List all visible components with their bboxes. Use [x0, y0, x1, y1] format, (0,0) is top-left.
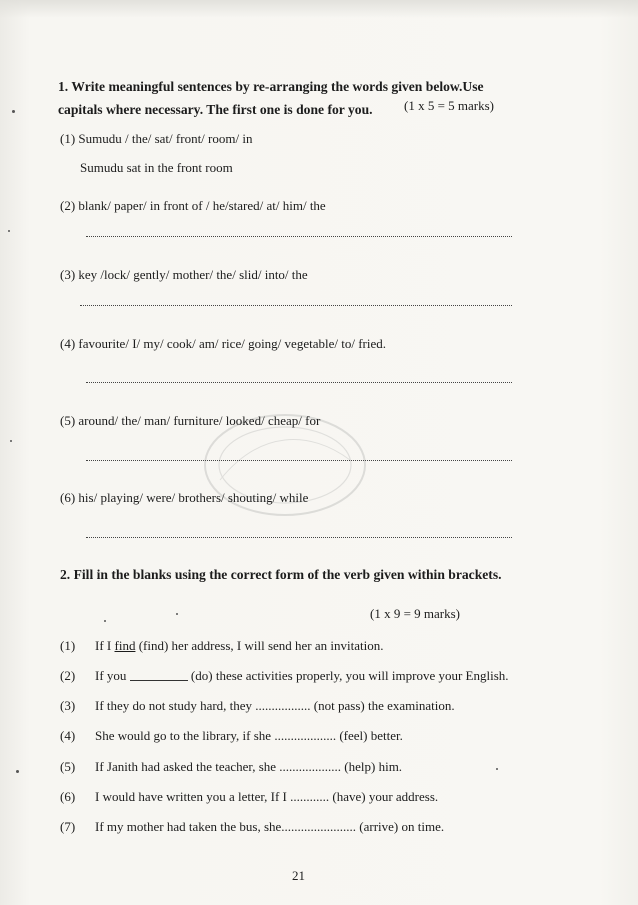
item-1-sentence [95, 638, 383, 654]
question-1-prompt: (1) Sumudu / the/ sat/ front/ room/ in [60, 131, 253, 146]
item-3-sentence: If they do not study hard, they ................. (not pass) the examination. [95, 698, 455, 713]
answer-line-6[interactable] [86, 537, 512, 538]
item-2-blank[interactable] [130, 668, 188, 681]
scan-speck [176, 613, 178, 615]
answer-line-4[interactable] [86, 382, 512, 383]
section-1-title: 1. Write meaningful sentences by re-arranging the words given below.Use capitals where necessary. The first one is done for you. [58, 79, 484, 117]
item-2-sentence [95, 668, 509, 684]
item-7-sentence: If my mother had taken the bus, she....................... (arrive) on time. [95, 819, 445, 834]
item-1-after: (find) her address, I will send her an invitation. [135, 638, 384, 653]
question-1-answer: Sumudu sat in the front room [80, 160, 233, 175]
item-1-before: If I [95, 638, 115, 653]
item-5-number: (5) [60, 759, 76, 774]
scan-top-edge [0, 0, 638, 18]
scan-speck [16, 770, 19, 773]
item-6-number: (6) [60, 789, 76, 804]
item-3-number: (3) [60, 698, 76, 713]
section-2-title: 2. Fill in the blanks using the correct form of the verb given within brackets. [60, 567, 502, 582]
question-2-prompt: (2) blank/ paper/ in front of / he/stared/ at/ him/ the [60, 198, 326, 213]
answer-line-5[interactable] [86, 460, 512, 461]
item-1-answer: find [114, 638, 136, 653]
item-2-number: (2) [60, 668, 76, 683]
section-2-marks: (1 x 9 = 9 marks) [370, 606, 461, 621]
answer-line-2[interactable] [86, 236, 512, 237]
question-6-prompt: (6) his/ playing/ were/ brothers/ shouting/ while [60, 490, 309, 505]
scan-speck [12, 110, 15, 113]
scan-speck [496, 768, 498, 770]
item-1-number: (1) [60, 638, 76, 653]
scan-speck [104, 620, 106, 622]
item-7-number: (7) [60, 819, 76, 834]
item-2-before: If you [95, 668, 130, 683]
item-2-after: (do) these activities properly, you will improve your English. [187, 668, 509, 683]
item-4-number: (4) [60, 728, 76, 743]
item-4-sentence: She would go to the library, if she ................... (feel) better. [95, 728, 403, 743]
question-5-prompt: (5) around/ the/ man/ furniture/ looked/ cheap/ for [60, 413, 321, 428]
item-5-sentence: If Janith had asked the teacher, she ................... (help) him. [95, 759, 403, 774]
answer-line-3[interactable] [80, 305, 512, 306]
scan-speck [8, 230, 10, 232]
question-3-prompt: (3) key /lock/ gently/ mother/ the/ slid/ into/ the [60, 267, 308, 282]
question-4-prompt: (4) favourite/ I/ my/ cook/ am/ rice/ going/ vegetable/ to/ fried. [60, 336, 386, 351]
page-number: 21 [292, 868, 305, 883]
section-1-marks: (1 x 5 = 5 marks) [404, 98, 495, 113]
item-6-sentence: I would have written you a letter, If I ............ (have) your address. [95, 789, 439, 804]
scan-speck [10, 440, 12, 442]
